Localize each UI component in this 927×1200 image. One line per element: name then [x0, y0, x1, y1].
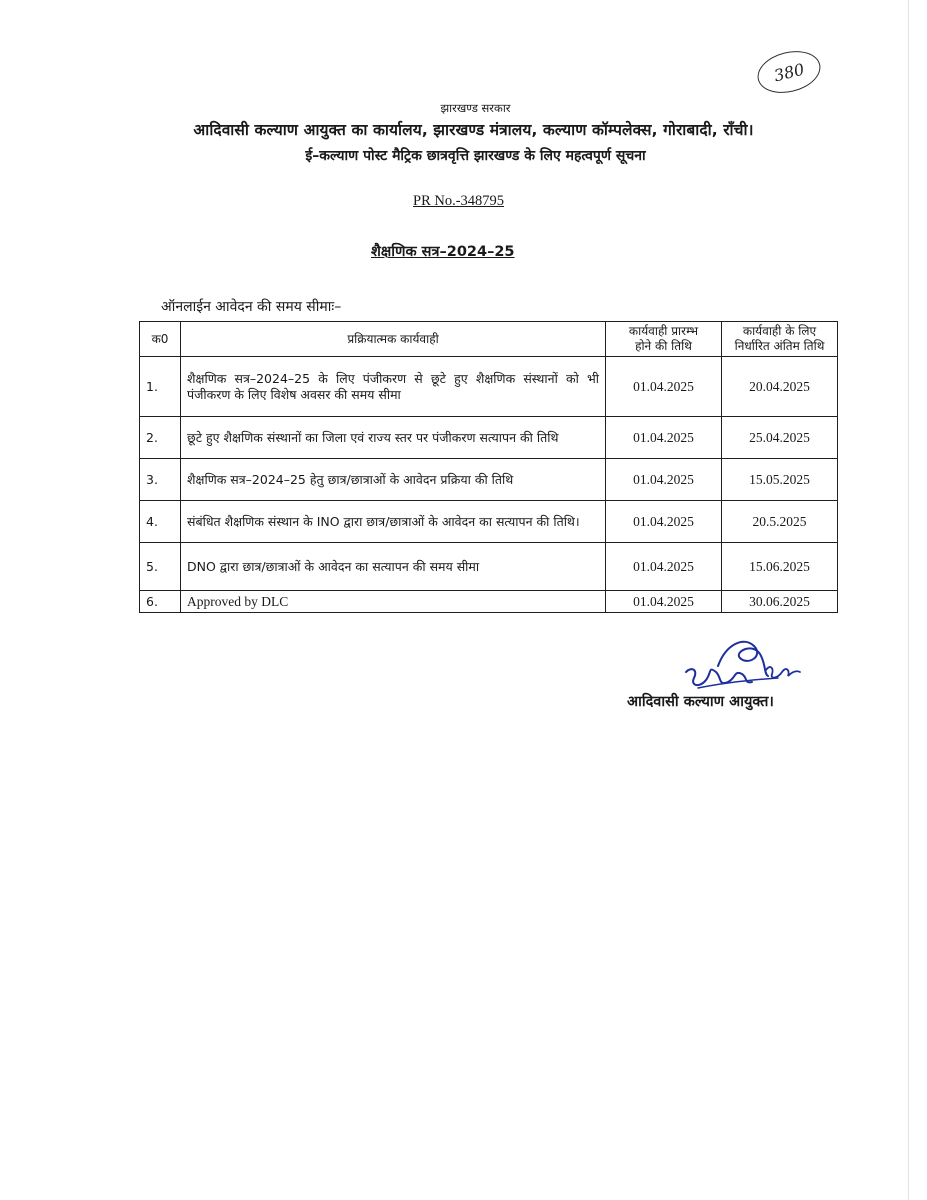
header-start-line2: होने की तिथि [635, 339, 692, 353]
schedule-table [139, 321, 838, 613]
row-serial: 5. [140, 543, 181, 591]
row-end-date: 15.05.2025 [722, 459, 838, 501]
row-serial: 1. [140, 357, 181, 417]
table-row [140, 357, 838, 417]
table-header-row [140, 322, 838, 357]
handwritten-page-number: 380 [753, 45, 825, 99]
row-description: शैक्षणिक सत्र–2024–25 हेतु छात्र/छात्राओं के आवेदन प्रक्रिया की तिथि [181, 459, 606, 501]
session-title: शैक्षणिक सत्र–2024–25 [371, 244, 515, 260]
header-start-date [606, 322, 722, 357]
pr-number: PR No.-348795 [413, 193, 505, 209]
row-end-date: 25.04.2025 [722, 417, 838, 459]
row-start-date: 01.04.2025 [606, 543, 722, 591]
table-row [140, 459, 838, 501]
table-row [140, 543, 838, 591]
row-end-date: 30.06.2025 [722, 591, 838, 613]
notice-title: ई–कल्याण पोस्ट मैट्रिक छात्रवृत्ति झारखण्ड के लिए महत्वपूर्ण सूचना [305, 148, 646, 164]
table-row [140, 501, 838, 543]
row-end-date: 20.04.2025 [722, 357, 838, 417]
table-row [140, 417, 838, 459]
row-description: शैक्षणिक सत्र–2024–25 के लिए पंजीकरण से छूटे हुए शैक्षणिक संस्थानों को भी पंजीकरण के लिए विशेष अवसर की समय सीमा [181, 357, 606, 417]
row-description: छूटे हुए शैक्षणिक संस्थानों का जिला एवं राज्य स्तर पर पंजीकरण सत्यापन की तिथि [181, 417, 606, 459]
row-description: DNO द्वारा छात्र/छात्राओं के आवेदन का सत्यापन की समय सीमा [181, 543, 606, 591]
office-title: आदिवासी कल्याण आयुक्त का कार्यालय, झारखण्ड मंत्रालय, कल्याण कॉम्पलेक्स, गोराबादी, राँची। [193, 121, 754, 139]
row-end-date: 15.06.2025 [722, 543, 838, 591]
row-start-date: 01.04.2025 [606, 357, 722, 417]
row-start-date: 01.04.2025 [606, 591, 722, 613]
row-end-date: 20.5.2025 [722, 501, 838, 543]
signatory-title: आदिवासी कल्याण आयुक्त। [627, 694, 774, 710]
row-serial: 3. [140, 459, 181, 501]
header-end-line2: निर्धारित अंतिम तिथि [734, 339, 825, 353]
row-description: Approved by DLC [181, 591, 606, 613]
row-serial: 2. [140, 417, 181, 459]
table-row [140, 591, 838, 613]
row-description: संबंधित शैक्षणिक संस्थान के INO द्वारा छात्र/छात्राओं के आवेदन का सत्यापन की तिथि। [181, 501, 606, 543]
header-end-line1: कार्यवाही के लिए [742, 324, 817, 338]
header-start-line1: कार्यवाही प्रारम्भ [628, 324, 699, 338]
row-start-date: 01.04.2025 [606, 417, 722, 459]
row-start-date: 01.04.2025 [606, 459, 722, 501]
header-action: प्रक्रियात्मक कार्यवाही [181, 322, 606, 357]
government-name: झारखण्ड सरकार [440, 101, 511, 115]
header-end-date [722, 322, 838, 357]
header-serial: क0 [140, 322, 181, 357]
online-deadline-label: ऑनलाईन आवेदन की समय सीमाः– [161, 299, 342, 315]
row-serial: 4. [140, 501, 181, 543]
row-serial: 6. [140, 591, 181, 613]
row-start-date: 01.04.2025 [606, 501, 722, 543]
page-edge [908, 0, 909, 1200]
